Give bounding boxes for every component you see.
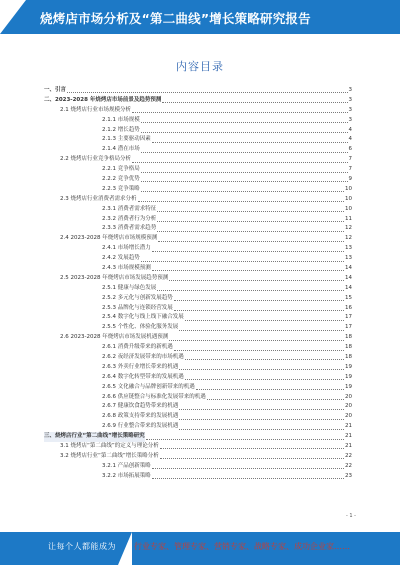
toc-dot-leader — [132, 112, 348, 113]
toc-entry-page: 7 — [348, 156, 352, 163]
toc-entry-label: 2.2.3 竞争策略 — [102, 185, 140, 192]
page-number: - 1 - — [346, 513, 356, 519]
toc-entry[interactable] — [44, 224, 352, 234]
toc-dot-leader — [169, 340, 344, 341]
toc-entry[interactable] — [44, 86, 352, 96]
toc-entry[interactable] — [44, 126, 352, 136]
toc-dot-leader — [141, 181, 348, 182]
toc-entry-label: 2.1 烧烤店行业市场规模分析 — [60, 106, 131, 113]
toc-entry-label: 3.1 烧烤店“第二曲线”的定义与理论分析 — [60, 443, 159, 450]
toc-dot-leader — [179, 429, 344, 430]
toc-dot-leader — [141, 191, 344, 192]
toc-entry[interactable] — [44, 284, 352, 294]
toc-entry-page: 4 — [348, 136, 352, 143]
toc-dot-leader — [157, 290, 344, 291]
toc-entry-page: 7 — [348, 166, 352, 173]
toc-entry[interactable] — [44, 195, 352, 205]
toc-entry-label: 2.6 2023-2028 年烧烤店市场发展机遇预测 — [60, 334, 169, 341]
toc-entry-page: 10 — [345, 205, 352, 212]
toc-dot-leader — [185, 379, 344, 380]
toc-entry[interactable] — [44, 432, 352, 442]
toc-dot-leader — [157, 211, 344, 212]
toc-entry-page: 20 — [345, 413, 352, 420]
toc-entry[interactable] — [44, 155, 352, 165]
toc-entry-label: 2.4 2023-2028 年烧烤店市场规模预测 — [60, 235, 158, 242]
toc-entry-label: 2.3.2 消费者行为分析 — [102, 215, 157, 222]
toc-entry[interactable] — [44, 294, 352, 304]
toc-dot-leader — [141, 261, 344, 262]
footer-band — [0, 532, 400, 565]
toc-entry-page: 13 — [345, 245, 352, 252]
toc-entry-page: 3 — [348, 96, 352, 103]
toc-entry-page: 9 — [348, 176, 352, 182]
toc-entry[interactable] — [44, 116, 352, 126]
toc-dot-leader — [185, 359, 344, 360]
toc-entry-page: 10 — [345, 185, 352, 192]
toc-entry-label: 2.5 2023-2028 年烧烤店市场发展趋势预测 — [60, 274, 169, 281]
toc-dot-leader — [141, 152, 348, 153]
toc-entry[interactable] — [44, 442, 352, 452]
toc-entry-label: 2.5.5 个性化、体验化服务发展 — [102, 324, 179, 331]
toc-entry-page: 18 — [345, 354, 352, 361]
toc-entry[interactable] — [44, 185, 352, 195]
toc-entry-page: 19 — [345, 373, 352, 380]
toc-entry-label: 2.5.4 数字化与线上线下融合发展 — [102, 314, 184, 321]
toc-entry-page: 21 — [345, 433, 352, 440]
toc-entry-label: 2.5.3 品牌化与连锁经营发展 — [102, 304, 173, 311]
toc-entry-page: 18 — [345, 344, 352, 351]
toc-entry[interactable] — [44, 393, 352, 403]
toc-entry-page: 14 — [345, 284, 352, 291]
footer-slogan: 让每个人都能成为 — [48, 542, 116, 551]
toc-entry-page: 3 — [348, 106, 352, 113]
toc-dot-leader — [196, 389, 344, 390]
toc-entry[interactable] — [44, 353, 352, 363]
toc-entry[interactable] — [44, 244, 352, 254]
toc-entry-label: 3.2 烧烤店行业“第二曲线”增长策略分析 — [60, 452, 159, 459]
toc-dot-leader — [141, 132, 348, 133]
toc-entry-label: 2.5.1 健康与绿色发展 — [102, 284, 157, 291]
toc-entry-label: 2.2 烧烤店行业竞争格局分析 — [60, 156, 131, 163]
toc-entry[interactable] — [44, 205, 352, 215]
toc-entry-label: 一、引言 — [44, 86, 67, 93]
toc-entry-page: 6 — [348, 146, 352, 153]
toc-dot-leader — [169, 280, 344, 281]
toc-dot-leader — [174, 310, 344, 311]
toc-entry-label: 2.6.4 数字化转型带来的发展机遇 — [102, 373, 184, 380]
toc-dot-leader — [174, 300, 344, 301]
toc-entry[interactable] — [44, 175, 352, 185]
toc-entry-page: 17 — [345, 324, 352, 331]
toc-entry[interactable] — [44, 323, 352, 333]
toc-entry[interactable] — [44, 135, 352, 145]
toc-entry[interactable] — [44, 264, 352, 274]
toc-entry[interactable] — [44, 343, 352, 353]
toc-entry-label: 2.6.6 供应链整合与标准化发展带来的机遇 — [102, 393, 206, 400]
toc-entry-page: 12 — [345, 225, 352, 232]
toc-entry-label: 2.2.2 竞争优势 — [102, 176, 140, 182]
toc-entry-page: 22 — [345, 452, 352, 459]
toc-entry-label: 3.2.2 市场拓展策略 — [102, 472, 151, 479]
toc-entry[interactable] — [44, 452, 352, 462]
toc-entry[interactable] — [44, 373, 352, 383]
toc-dot-leader — [179, 369, 344, 370]
toc-entry[interactable] — [44, 215, 352, 225]
toc-entry-label: 2.6.3 外卖行业增长带来的机遇 — [102, 363, 179, 370]
toc-entry-label: 2.3.1 消费者需求特征 — [102, 205, 157, 212]
toc-entry-page: 20 — [345, 393, 352, 400]
toc-dot-leader — [207, 399, 344, 400]
toc-title: 内容目录 — [176, 60, 224, 73]
toc-dot-leader — [157, 231, 344, 232]
toc-entry-label: 2.6.9 行业整合带来的发展机遇 — [102, 423, 179, 430]
toc-entry[interactable] — [44, 363, 352, 373]
toc-entry-page: 12 — [345, 235, 352, 242]
toc-entry-label: 三、烧烤店行业“第二曲线”增长策略研究 — [44, 432, 145, 442]
toc-entry-label: 2.2.1 竞争格局 — [102, 166, 140, 173]
report-title: 烧烤店市场分析及“第二曲线”增长策略研究报告 — [40, 11, 311, 26]
toc-entry-label: 2.6.1 消费升级带来的新机遇 — [102, 344, 173, 351]
toc-entry-page: 3 — [348, 86, 352, 93]
toc-entry[interactable] — [44, 165, 352, 175]
toc-entry[interactable] — [44, 333, 352, 343]
toc-entry-page: 10 — [345, 195, 352, 202]
toc-entry-page: 11 — [345, 215, 352, 222]
toc-entry-label: 二、2023-2028 年烧烤店市场前景及趋势预测 — [44, 96, 162, 103]
toc-entry-label: 2.6.5 文化融合与品牌创新带来的机遇 — [102, 383, 195, 390]
toc-dot-leader — [160, 458, 344, 459]
toc-entry-label: 2.1.1 市场规模 — [102, 116, 140, 123]
toc-entry[interactable] — [44, 403, 352, 413]
toc-entry-label: 2.6.2 夜经济发展带来的市场机遇 — [102, 354, 184, 361]
toc-dot-leader — [152, 142, 348, 143]
footer-tagline: 行业专家、管理专家、营销专家、战略专家、成功企业家…… — [134, 542, 350, 551]
toc-dot-leader — [152, 251, 344, 252]
toc-dot-leader — [152, 468, 344, 469]
toc-entry[interactable] — [44, 472, 352, 482]
toc-entry-label: 2.4.1 市场增长潜力 — [102, 245, 151, 252]
toc-dot-leader — [141, 172, 348, 173]
toc-entry-page: 14 — [345, 274, 352, 281]
toc-dot-leader — [152, 478, 344, 479]
toc-entry[interactable] — [44, 304, 352, 314]
header-band — [0, 0, 400, 34]
toc-dot-leader — [141, 122, 348, 123]
toc-entry[interactable] — [44, 274, 352, 284]
toc-dot-leader — [138, 201, 345, 202]
toc-entry-page: 20 — [345, 403, 352, 410]
toc-dot-leader — [179, 419, 344, 420]
toc-entry-page: 14 — [345, 265, 352, 272]
toc-dot-leader — [152, 270, 344, 271]
toc-entry-page: 4 — [348, 126, 352, 133]
toc-entry-label: 2.3.3 消费者需求趋势 — [102, 225, 157, 232]
toc-entry-page: 17 — [345, 314, 352, 321]
toc-entry[interactable] — [44, 313, 352, 323]
toc-entry-page: 23 — [345, 472, 352, 479]
toc-entry-label: 2.3 烧烤店行业消费者需求分析 — [60, 195, 137, 202]
toc-entry[interactable] — [44, 145, 352, 155]
toc-entry[interactable] — [44, 96, 352, 106]
toc-entry[interactable] — [44, 106, 352, 116]
toc-entry-page: 22 — [345, 462, 352, 469]
toc-dot-leader — [162, 102, 347, 103]
toc-entry-page: 16 — [345, 304, 352, 311]
toc-entry[interactable] — [44, 412, 352, 422]
toc-entry-label: 2.6.7 健康饮食趋势带来的机遇 — [102, 403, 179, 410]
toc-entry-page: 13 — [345, 255, 352, 262]
toc-entry-label: 3.2.1 产品创新策略 — [102, 462, 151, 469]
toc-entry-page: 21 — [345, 443, 352, 450]
toc-dot-leader — [146, 439, 344, 440]
toc-entry-label: 2.1.4 潜在市场 — [102, 146, 140, 153]
toc-dot-leader — [157, 221, 344, 222]
table-of-contents — [44, 86, 352, 482]
toc-entry-label: 2.4.3 市场规模预测 — [102, 265, 151, 272]
toc-entry[interactable] — [44, 383, 352, 393]
toc-dot-leader — [185, 320, 344, 321]
toc-entry-page: 15 — [345, 294, 352, 301]
toc-entry-label: 2.6.8 政策支持带来的发展机遇 — [102, 413, 179, 420]
toc-entry[interactable] — [44, 422, 352, 432]
footer-divider-decoration — [118, 532, 132, 565]
toc-entry-page: 18 — [345, 334, 352, 341]
header-corner-decoration — [0, 0, 26, 34]
toc-dot-leader — [160, 448, 344, 449]
toc-entry-page: 19 — [345, 363, 352, 370]
toc-entry[interactable] — [44, 254, 352, 264]
toc-dot-leader — [132, 162, 348, 163]
toc-entry-page: 19 — [345, 383, 352, 390]
toc-dot-leader — [67, 92, 347, 93]
toc-entry-label: 2.1.2 增长趋势 — [102, 126, 140, 133]
toc-entry[interactable] — [44, 234, 352, 244]
toc-entry-page: 3 — [348, 116, 352, 123]
toc-dot-leader — [158, 241, 344, 242]
toc-entry-page: 21 — [345, 423, 352, 430]
toc-entry-label: 2.5.2 多元化与创新发展趋势 — [102, 294, 173, 301]
toc-entry-label: 2.4.2 发展趋势 — [102, 255, 140, 262]
toc-entry-label: 2.1.3 主要驱动因素 — [102, 136, 151, 143]
toc-dot-leader — [179, 330, 344, 331]
toc-dot-leader — [179, 409, 344, 410]
toc-entry[interactable] — [44, 462, 352, 472]
toc-dot-leader — [174, 350, 344, 351]
